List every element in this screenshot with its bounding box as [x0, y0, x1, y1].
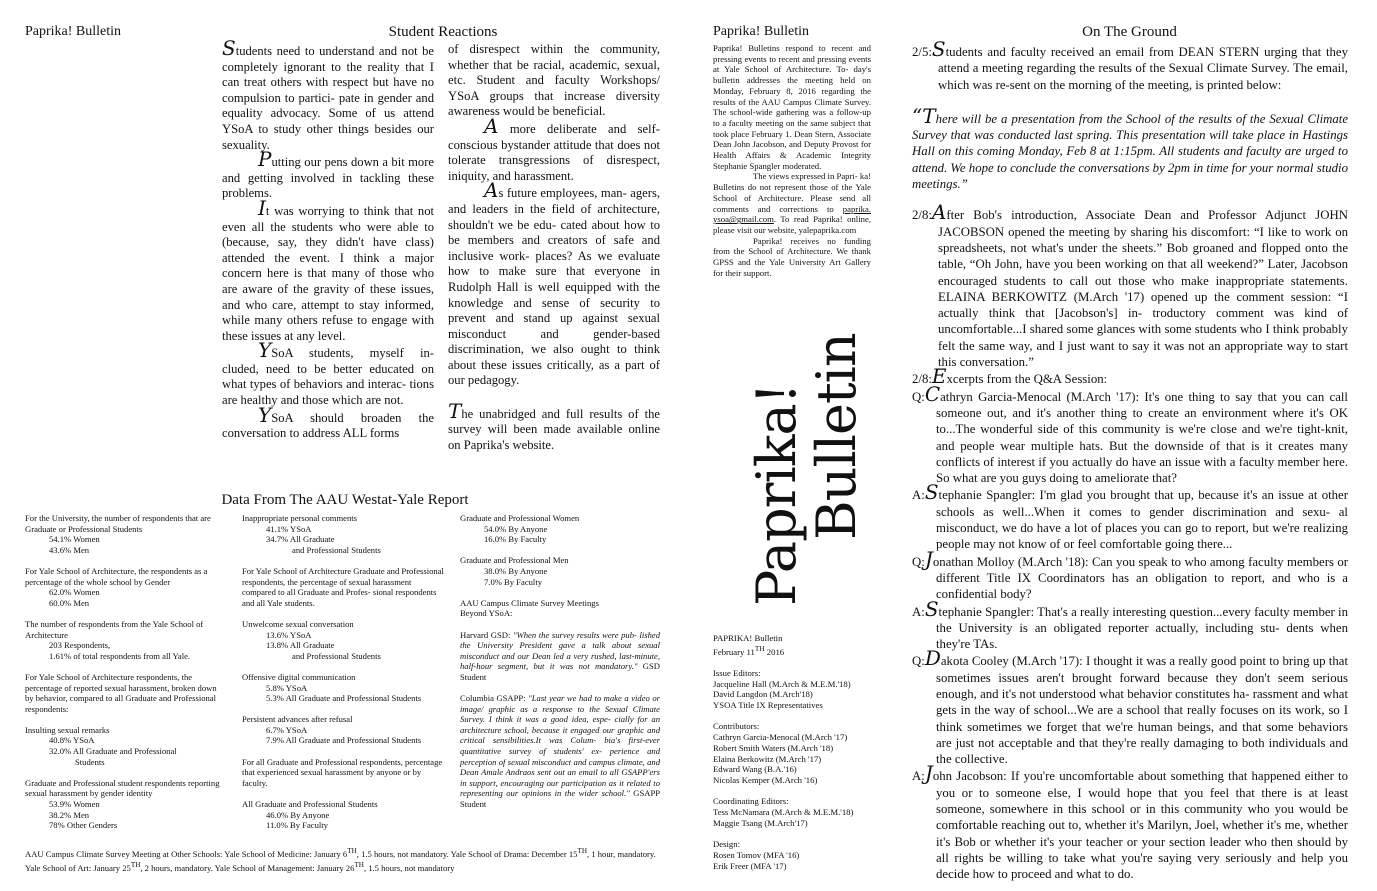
data-line: and Professional Students	[292, 544, 381, 555]
data-line: 60.0% Men	[49, 597, 90, 608]
data-line: Beyond YSoA:	[460, 608, 513, 619]
qa-entry: A:Stephanie Spangler: That's a really interesting question...every faculty member in the University is an obligated reporter actually, including stu- dents when they're TAs.	[912, 596, 1348, 652]
data-line: Students	[75, 756, 105, 767]
credit-group	[713, 796, 883, 828]
data-line: 13.8% All Graduate	[266, 640, 335, 651]
data-block	[25, 672, 225, 714]
data-line: 7.0% By Faculty	[484, 576, 543, 587]
data-line: The number of respondents from the Yale School of Architecture	[25, 618, 204, 640]
data-block	[242, 513, 447, 555]
reactions-column-2	[448, 42, 660, 453]
dean-email: “There will be a presentation from the School of the results of the Sexual Climate Survey that was conducted last spring. This presentation will take place in Hastings Hall on this coming Monday, Feb 8 at 1:15pm. All students and faculty are urged to attend. We hope to conclude the conversations by 2pm in time for your normal studio meetings.”	[912, 103, 1348, 192]
data-block	[25, 513, 225, 555]
credit-heading: Contributors:	[713, 721, 760, 732]
middle-masthead: Paprika! Bulletin	[713, 24, 810, 39]
data-line: 5.8% YSoA	[266, 682, 308, 693]
student-reactions-title: Student Reactions	[388, 24, 498, 40]
data-line: For the University, the number of respondents that are Graduate or Professional Students	[25, 513, 211, 534]
data-line: 203 Respondents,	[49, 640, 111, 651]
credit-name: Tess McNamara (M.Arch & M.E.M.'18)	[713, 807, 854, 818]
data-line: 11.0% By Faculty	[266, 820, 328, 831]
reaction-paragraph: YSoA students, myself in- cluded, need to be better educated on what types of behaviors and interac- tions are healthy and those which are not.	[222, 338, 434, 408]
qa-entry: Q:Dakota Cooley (M.Arch '17): I thought it was a really good point to bring up that sometimes issues aren't brought forward because they don't seem serious enough, and it's not understood what behavior constitutes ha- rassment and what gets in the way of school...We are a school that really focuses on its work, so I think sometimes we forget that we're human beings, and that some behaviors are just not acceptable and that they're really damaging to both individuals and the collective.	[912, 646, 1348, 767]
qa-entry: A:Stephanie Spangler: I'm glad you brought that up, because it's an issue at other schools as well...When it comes to gender discrimination and sexu- al misconduct, we do have a lot of places you can go to report, but we're realizing people may not know of or feel comfortable going there...	[912, 480, 1348, 552]
drop-cap: A	[484, 178, 499, 203]
data-line: 1.61% of total respondents from all Yale.	[49, 650, 191, 661]
credit-name: Edward Wang (B.A.'16)	[713, 764, 797, 775]
credit-name: YSOA Title IX Representatives	[713, 700, 823, 711]
data-line: 53.9% Women	[49, 799, 100, 810]
credit-name: Elaina Berkowitz (M.Arch '17)	[713, 753, 822, 764]
drop-cap: S	[924, 596, 939, 621]
drop-cap: J	[924, 761, 933, 786]
credit-name: Nicolas Kemper (M.Arch '16)	[713, 775, 818, 785]
quote-harvard: Harvard GSD: "When the survey results were pub- lished the University President gave a talk about sexual misconduct and our Dean led a very rushed, last-minute, half-hour segment, but it was not mandatory." GSD Student	[460, 629, 661, 682]
data-line: 38.2% Men	[49, 809, 90, 820]
reactions-column-1	[222, 36, 434, 442]
credit-name: Jacqueline Hall (M.Arch & M.E.M.'18)	[713, 678, 851, 689]
data-footnote: AAU Campus Climate Survey Meeting at Other Schools: Yale School of Medicine: January 6TH, 1.5 hours, not mandatory. Yale School of Drama: December 15TH, 1 hour, mandatory. Yale School of Art: January 25TH, 2 hours, mandatory. Yale School of Management: January 26TH, 1.5 hours, not mandatory	[25, 847, 656, 873]
credit-heading: Issue Editors:	[713, 667, 761, 678]
drop-cap: E	[931, 364, 947, 389]
data-block	[25, 725, 225, 767]
data-line: 38.0% By Anyone	[484, 565, 548, 576]
data-block	[242, 672, 447, 704]
qa-entry: Q:Cathryn Garcia-Menocal (M.Arch '17): It's one thing to say that you can call someone out, and it's another thing to create an environment where it's OK to...The wonderful side of this community is we're close and we're tight-knit, and people wear multiple hats. But the downside of that is it creates many conflicts of interest if you actually do have an issue with a faculty member here. So what are you guys doing to ameliorate that?	[912, 381, 1348, 486]
data-column-2	[242, 513, 447, 841]
qa-entry: Q:Jonathan Molloy (M.Arch '18): Can you speak to who among faculty members or different Title IX Coordinators has an obligation to report, and who is a confidential body?	[912, 546, 1348, 602]
on-the-ground-title: On The Ground	[1082, 24, 1177, 40]
data-block	[460, 598, 660, 619]
drop-cap: S	[931, 37, 946, 61]
credit-name: Cathryn Garcia-Menocal (M.Arch '17)	[713, 732, 848, 743]
timeline-entry: 2/8:After Bob's introduction, Associate Dean and Professor Adjunct JOHN JACOBSON opened the meeting by sharing his discomfort: “I like to work on spreadsheets, not what's under the sheets.” Bob groaned and flopped onto the table, “Oh John, have you been working on that all weekend?” Later, Jacobson encouraged students to call out those who make inappropriate statements. ELAINA BERKOWITZ (M.Arch '17) opened up the comment session: “I actually think that [Jacobson's] in- troductory comment was kind of uncomfortable...I shared some glances with some students who I think probably felt the same way, and I just want to say it was not an appropriate way to start this conversation.”	[912, 200, 1348, 370]
drop-cap: “T	[912, 103, 936, 128]
drop-cap: J	[924, 546, 933, 571]
data-block	[242, 619, 447, 661]
data-line: 5.3% All Graduate and Professional Students	[266, 693, 422, 704]
drop-cap: A	[484, 113, 499, 138]
reaction-paragraph: of disrespect within the community, whether that be racial, academic, sexual, etc. Student and faculty Workshops/ YSoA groups that increase diversity awareness would be beneficial.	[448, 42, 660, 119]
data-line: 78% Other Genders	[49, 820, 118, 831]
reaction-paragraph: As future employees, man- agers, and leaders in the field of architecture, shouldn't we be edu- cated about how to be members and creators of safe and inclusive work- places? As we evaluate how to make sure that everyone in Rudolph Hall is well equipped with the knowledge and sense of security to prevent and stand up against sexual misconduct and gender-based discrimination, we also ought to think about these issues critically, as a part of our pedagogy.	[448, 178, 660, 388]
timeline-entry: 2/8:Excerpts from the Q&A Session:	[912, 364, 1108, 389]
credit-name: Rosen Tomov (MFA '16)	[713, 849, 800, 860]
credit-heading: Design:	[713, 839, 741, 850]
data-block	[460, 555, 660, 587]
data-block	[242, 757, 447, 789]
reaction-paragraph: Putting our pens down a bit more and getting involved in tackling these problems.	[222, 147, 434, 201]
data-block	[25, 619, 225, 661]
data-line: 54.1% Women	[49, 534, 100, 545]
data-line: 32.0% All Graduate and Professional	[49, 746, 177, 757]
drop-cap: D	[924, 646, 941, 671]
data-block	[25, 778, 225, 831]
data-line: For Yale School of Architecture, the respondents as a percentage of the whole school by Gender	[25, 565, 208, 587]
data-line: 13.6% YSoA	[266, 629, 312, 640]
credit-group	[713, 721, 883, 785]
data-line: Inappropriate personal comments	[242, 513, 358, 523]
drop-cap: T	[448, 398, 462, 423]
drop-cap: S	[222, 36, 236, 60]
data-report-title: Data From The AAU Westat-Yale Report	[221, 492, 469, 508]
data-line: Graduate and Professional Men	[460, 555, 569, 566]
data-line: AAU Campus Climate Survey Meetings	[460, 597, 599, 608]
reaction-paragraph: A more deliberate and self-conscious bystander attitude that does not tolerate transgressions of disrespect, iniquity, and harassment.	[448, 113, 660, 183]
credit-name: Erik Freer (MFA '17)	[713, 860, 787, 871]
data-line: All Graduate and Professional Students	[242, 799, 378, 810]
data-line: Insulting sexual remarks	[25, 724, 110, 735]
data-block	[242, 799, 447, 831]
credit-group	[713, 668, 883, 711]
data-line: For all Graduate and Professional respondents, percentage that experienced sexual harassment by anyone or by faculty.	[242, 756, 443, 788]
timeline-entry: 2/5:Students and faculty received an email from DEAN STERN urging that they attend a meeting regarding the results of the Sexual Climate Survey. The email, which was re-sent on the morning of the meeting, is printed below:	[912, 37, 1348, 92]
intro-text: Paprika! Bulletins respond to recent and pressing events to recent and pressing events at Yale School of Architecture. To- day's bulletin addresses the meeting held on Monday, February 8, 2016 regarding the results of the AAU Campus Climate Survey. The school-wide gathering was a follow-up to a faculty meeting on the same subject that took place February 1. Dean Stern, Associate Dean John Jacobson, and Deputy Provost for Health Affairs & Academic Integrity Stephanie Spangler moderated. The views expressed in Papri- ka! Bulletins do not represent those of the Yale School of Architecture. Please send all comments and corrections to paprika. ysoa@gmail.com. To read Paprika! online, please visit our website, yalepaprika.com Paprika! receives no funding from the School of Architecture. We thank GPSS and the Yale University Art Gallery for their support.	[713, 43, 871, 278]
reaction-paragraph: YSoA should broaden the conversation to address ALL forms	[222, 402, 434, 441]
drop-cap: Y	[258, 338, 272, 363]
email-link[interactable]: paprika. ysoa@gmail.com	[713, 203, 871, 225]
vertical-title-line-2: Bulletin	[805, 333, 868, 540]
data-column-3	[460, 513, 660, 820]
data-block	[242, 566, 447, 608]
reaction-paragraph: The unabridged and full results of the survey will been made available online on Paprika's website.	[448, 398, 660, 452]
drop-cap: I	[258, 195, 266, 220]
drop-cap: Y	[258, 402, 272, 427]
data-block	[242, 714, 447, 746]
issue-info: PAPRIKA! Bulletin February 11TH 2016	[713, 633, 785, 657]
credit-name: Maggie Tsang (M.Arch'17)	[713, 817, 808, 828]
credit-name: David Langdon (M.Arch'18)	[713, 689, 813, 700]
data-line: 34.7% All Graduate	[266, 534, 335, 545]
qa-entry: A:John Jacobson: If you're uncomfortable about something that happened either to you or to someone else, I would hope that you feel that there is at least someone, somewhere in this school or in this community who you would be comfortable reaching out to, whether it's Marilyn, Joel, whether it's me, whether it's Bob or whether it's your teacher or your section leader who then should by all rights be willing to take what you're saying very seriously and help you decide how to proceed and what to do.	[912, 761, 1348, 882]
data-line: 6.7% YSoA	[266, 724, 308, 735]
data-column-1	[25, 513, 225, 841]
data-line: 43.6% Men	[49, 544, 90, 555]
data-line: Graduate and Professional student respondents reporting sexual harassment by gender identity	[25, 777, 220, 799]
drop-cap: P	[258, 147, 272, 172]
data-line: and Professional Students	[292, 650, 381, 661]
vertical-title-line-1: Paprika!	[745, 383, 808, 606]
data-line: Unwelcome sexual conversation	[242, 618, 354, 629]
vertical-title	[693, 300, 913, 630]
data-line: 54.0% By Anyone	[484, 523, 548, 534]
data-line: Persistent advances after refusal	[242, 714, 353, 725]
on-the-ground-body	[912, 37, 1348, 883]
credit-heading: Coordinating Editors:	[713, 796, 789, 807]
data-line: 7.9% All Graduate and Professional Students	[266, 735, 422, 746]
reaction-paragraph: It was worrying to think that not even all the students who were able to (because, say, they didn't have class) attended the event. I think a major concern here is that many of those who are aware of the gravity of these issues, and who care, attempt to stay informed, while many others refuse to engage with these issues at any level.	[222, 195, 434, 343]
data-line: Graduate and Professional Women	[460, 513, 580, 523]
quote-columbia: Columbia GSAPP: "Last year we had to make a video or image/ graphic as a response to the Sexual Climate Survey. I think it was a good idea, espe- cially for an architecture school, because it engaged our graphic and critical sensibilities.It was Colum- bia's first-ever quantitative survey of students' ex- perience and perception of sexual misconduct and campus climate, and Dean Amale Andraos sent out an email to all GSAPP'ers in support, encouraging our participation as it related to representing our opinions in the wider school." GSAPP Student	[460, 693, 660, 810]
data-line: Offensive digital communication	[242, 671, 356, 682]
credit-group	[713, 839, 883, 871]
data-line: 40.8% YSoA	[49, 735, 95, 746]
credit-name: Robert Smith Waters (M.Arch '18)	[713, 742, 834, 753]
data-line: 16.0% By Faculty	[484, 534, 547, 545]
data-line: For Yale School of Architecture respondents, the percentage of reported sexual harassment, broken down by behavior, compared to all Graduate and Professional respondents:	[25, 671, 217, 714]
data-block	[460, 513, 660, 545]
drop-cap: C	[924, 381, 941, 406]
drop-cap: S	[924, 480, 939, 505]
data-line: 41.1% YSoA	[266, 523, 312, 534]
data-line: 62.0% Women	[49, 587, 100, 598]
left-masthead: Paprika! Bulletin	[25, 24, 122, 39]
data-line: For Yale School of Architecture Graduate and Professional respondents, the percentage of sexual harassment compared to all Graduate and Profes- sional respondents and all Yale students.	[242, 565, 444, 608]
issue-credits	[713, 633, 883, 882]
reaction-paragraph: Students need to understand and not be completely ignorant to the reality that I can treat others with respect but have no compulsion to partici- pate in gender and equality advocacy. Some of us attend YSoA to study other things besides our sexuality.	[222, 36, 434, 152]
drop-cap: A	[931, 200, 947, 225]
data-block	[25, 566, 225, 608]
data-line: 46.0% By Anyone	[266, 809, 330, 820]
